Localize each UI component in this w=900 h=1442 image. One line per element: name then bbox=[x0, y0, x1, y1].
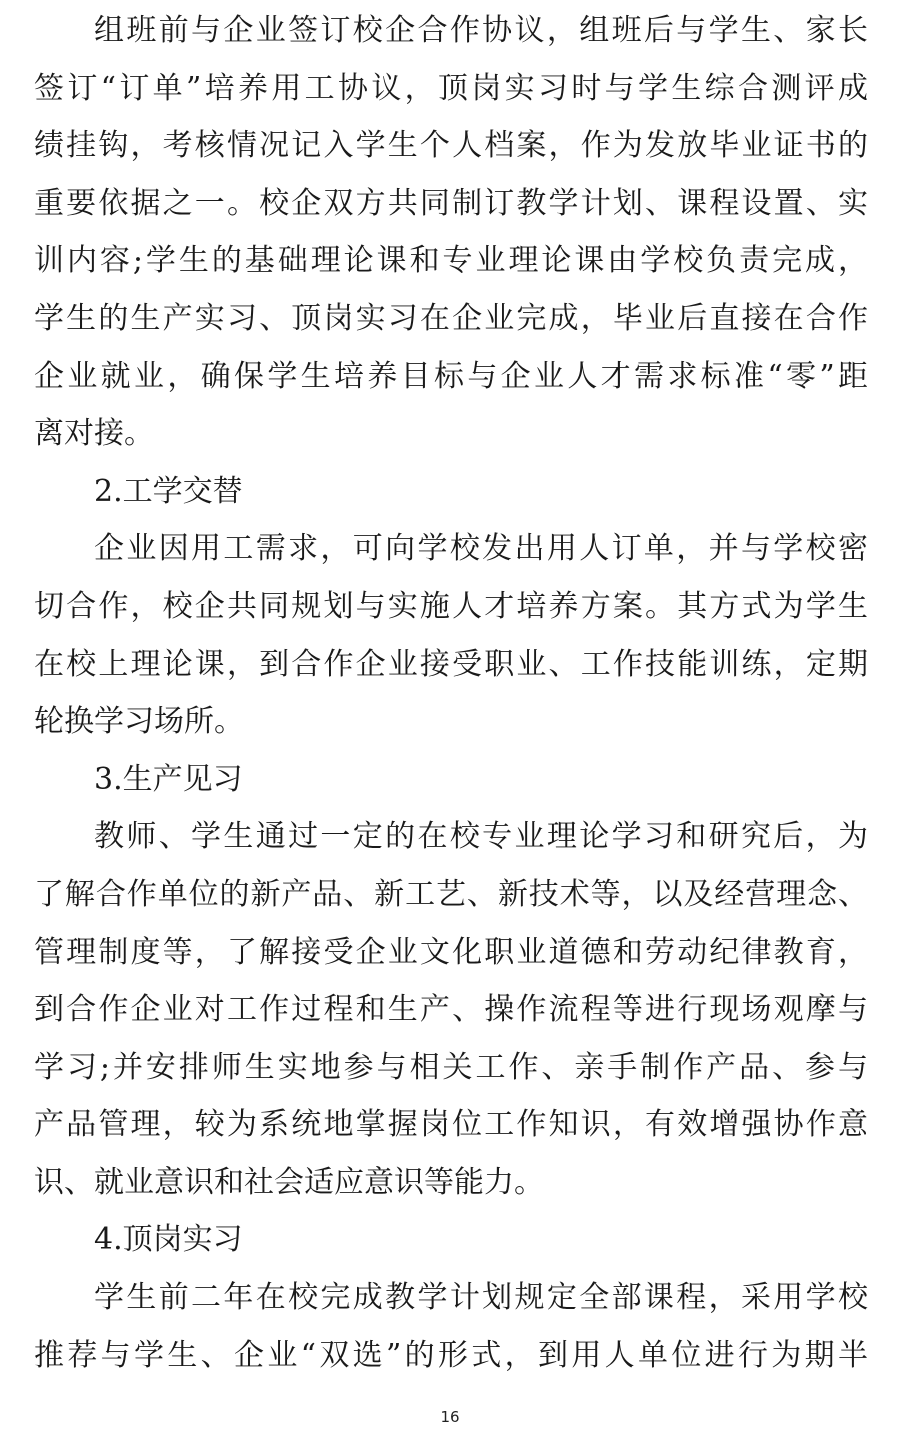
text-line: 切合作，校企共同规划与实施人才培养方案。其方式为学生 bbox=[34, 588, 868, 624]
text-line: 学生的生产实习、顶岗实习在企业完成，毕业后直接在合作 bbox=[34, 300, 868, 336]
text-line: 推荐与学生、企业“双选”的形式，到用人单位进行为期半 bbox=[34, 1337, 868, 1373]
text-line: 企业因用工需求，可向学校发出用人订单，并与学校密 bbox=[94, 531, 868, 567]
paragraph-work-study bbox=[34, 520, 868, 750]
text-line: 组班前与企业签订校企合作协议，组班后与学生、家长 bbox=[94, 13, 868, 48]
paragraph-internship bbox=[34, 1269, 868, 1384]
page-number: 16 bbox=[440, 1408, 460, 1426]
section-heading-internship: 4.顶岗实习 bbox=[94, 1222, 243, 1258]
text-line: 到合作企业对工作过程和生产、操作流程等进行现场观摩与 bbox=[34, 992, 868, 1028]
text-line: 学习;并安排师生实地参与相关工作、亲手制作产品、参与 bbox=[34, 1049, 868, 1085]
text-line: 绩挂钩，考核情况记入学生个人档案，作为发放毕业证书的 bbox=[34, 128, 868, 164]
text-line: 产品管理，较为系统地掌握岗位工作知识，有效增强协作意 bbox=[34, 1107, 868, 1143]
text-line: 了解合作单位的新产品、新工艺、新技术等，以及经营理念、 bbox=[34, 876, 868, 912]
section-heading-work-study: 2.工学交替 bbox=[94, 473, 243, 509]
section-heading-production-observation: 3.生产见习 bbox=[94, 761, 243, 797]
text-line: 在校上理论课，到合作企业接受职业、工作技能训练，定期 bbox=[34, 646, 868, 682]
text-line: 教师、学生通过一定的在校专业理论学习和研究后，为 bbox=[94, 819, 868, 855]
text-line: 训内容;学生的基础理论课和专业理论课由学校负责完成， bbox=[34, 243, 868, 279]
text-line: 重要依据之一。校企双方共同制订教学计划、课程设置、实 bbox=[34, 185, 868, 221]
document-page bbox=[34, 2, 868, 1384]
text-line: 轮换学习场所。 bbox=[34, 704, 244, 740]
paragraph-production-observation bbox=[34, 808, 868, 1211]
text-line: 学生前二年在校完成教学计划规定全部课程，采用学校 bbox=[94, 1280, 868, 1316]
text-line: 管理制度等，了解接受企业文化职业道德和劳动纪律教育， bbox=[34, 934, 868, 970]
text-line: 识、就业意识和社会适应意识等能力。 bbox=[34, 1164, 544, 1200]
text-line: 签订“订单”培养用工协议，顶岗实习时与学生综合测评成 bbox=[34, 70, 868, 106]
text-line: 企业就业，确保学生培养目标与企业人才需求标准“零”距 bbox=[34, 358, 868, 394]
text-line: 离对接。 bbox=[34, 416, 154, 452]
paragraph-intro bbox=[34, 2, 868, 463]
